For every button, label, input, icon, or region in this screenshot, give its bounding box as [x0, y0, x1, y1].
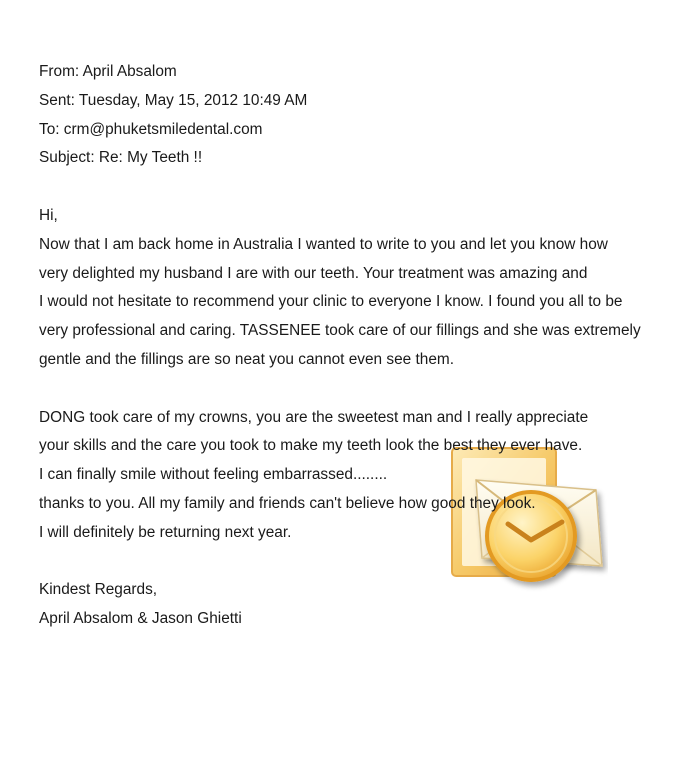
- body-line: your skills and the care you took to make my teeth look the best they ever have.: [39, 437, 583, 455]
- body-line: gentle and the fillings are so neat you cannot even see them.: [39, 350, 454, 368]
- closing: Kindest Regards,: [39, 581, 158, 599]
- body-line: thanks to you. All my family and friends can't believe how good they look.: [39, 494, 536, 512]
- from-line: From: April Absalom: [39, 63, 177, 80]
- spacer: [39, 173, 679, 202]
- email-message: [39, 58, 679, 634]
- paragraph-1: [39, 231, 679, 375]
- spacer: [39, 375, 679, 404]
- signature: April Absalom & Jason Ghietti: [39, 610, 242, 628]
- to-line: To: crm@phuketsmiledental.com: [39, 120, 263, 138]
- sent-line: Sent: Tuesday, May 15, 2012 10:49 AM: [39, 91, 308, 109]
- body-line: I would not hesitate to recommend your clinic to everyone I know. I found you all to be: [39, 293, 623, 311]
- greeting: Hi,: [39, 206, 58, 224]
- body-line: DONG took care of my crowns, you are the sweetest man and I really appreciate: [39, 408, 589, 426]
- spacer: [39, 548, 679, 577]
- paragraph-2: [39, 404, 679, 548]
- email-body: [39, 202, 679, 634]
- body-line: I will definitely be returning next year.: [39, 523, 292, 541]
- body-line: I can finally smile without feeling embarrassed........: [39, 466, 388, 484]
- body-line: very professional and caring. TASSENEE took care of our fillings and she was extremely: [39, 322, 641, 340]
- body-line: very delighted my husband I are with our teeth. Your treatment was amazing and: [39, 264, 588, 282]
- email-header: [39, 58, 679, 173]
- subject-line: Subject: Re: My Teeth !!: [39, 149, 203, 167]
- body-line: Now that I am back home in Australia I wanted to write to you and let you know how: [39, 235, 608, 253]
